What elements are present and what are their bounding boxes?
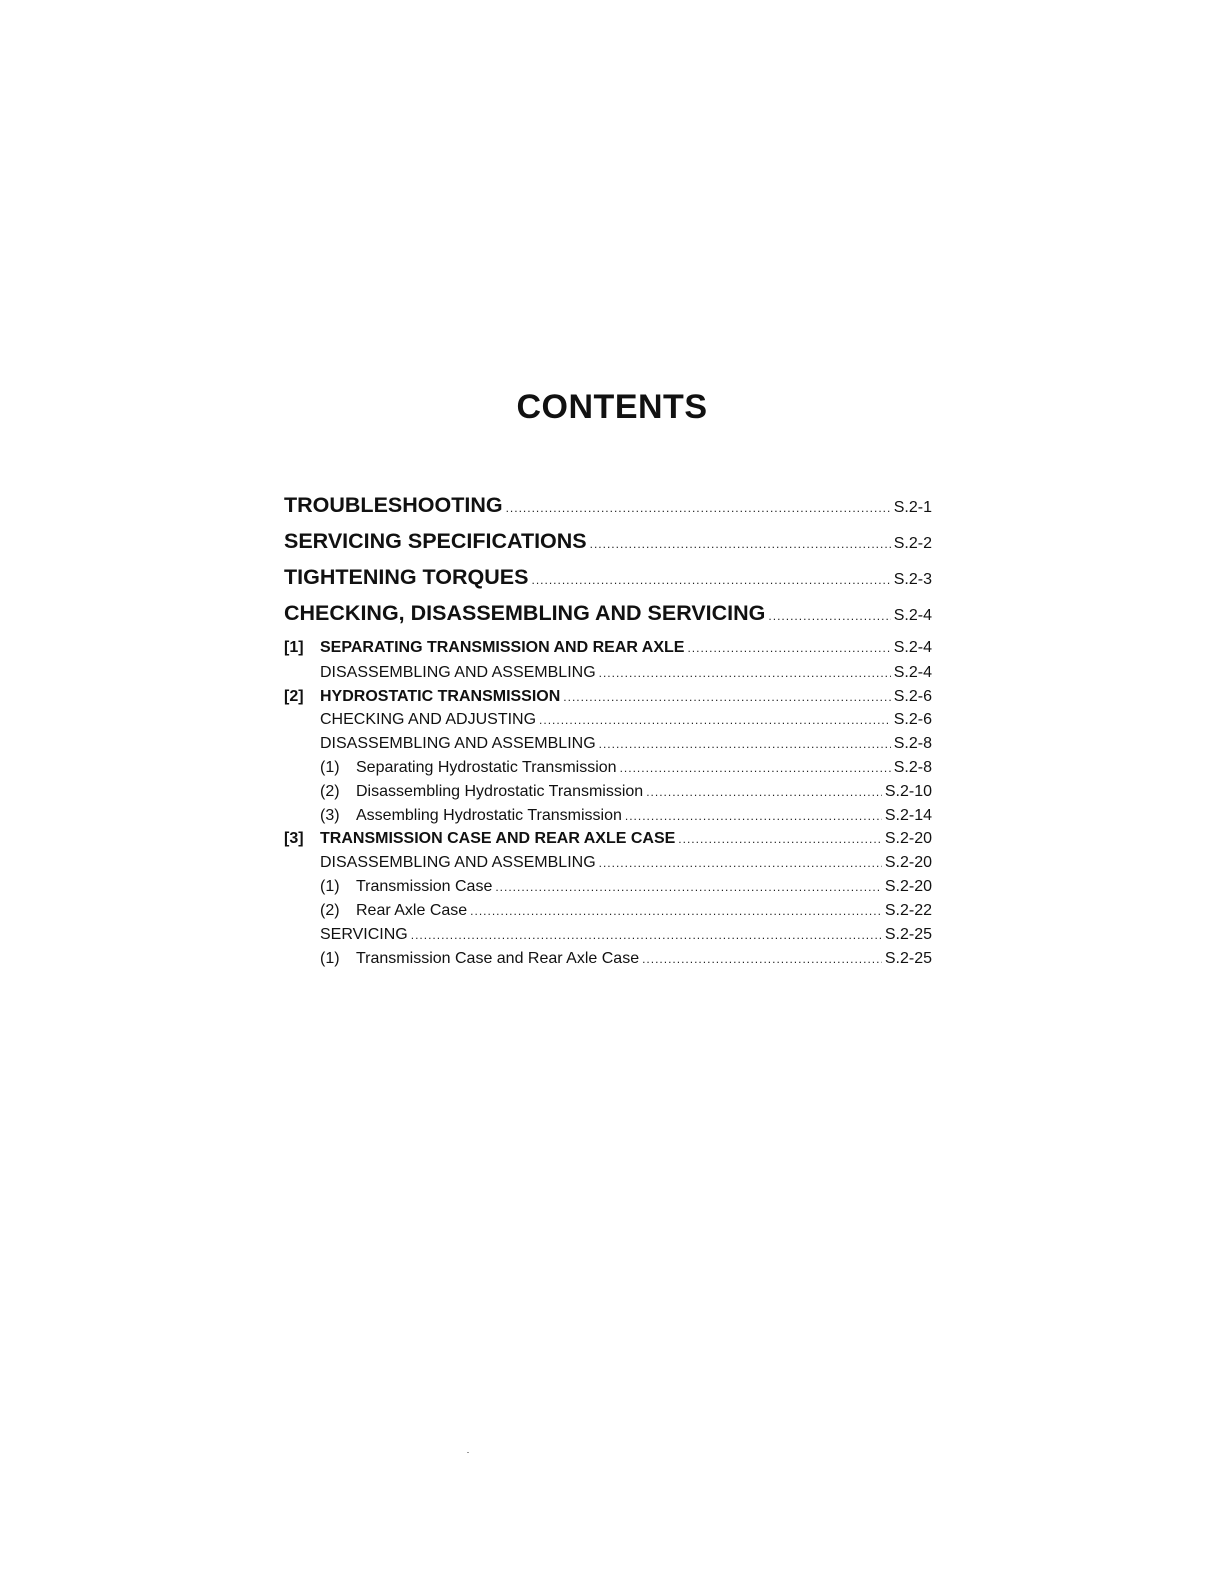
toc-page-number: S.2-25 bbox=[884, 926, 932, 943]
toc-section bbox=[284, 686, 932, 708]
toc-subentry bbox=[320, 757, 932, 779]
dot-leader bbox=[646, 781, 882, 803]
toc-subentry bbox=[320, 852, 932, 874]
toc-page-number: S.2-25 bbox=[884, 950, 932, 967]
toc-subentry-label: DISASSEMBLING AND ASSEMBLING bbox=[320, 854, 596, 871]
dot-leader bbox=[599, 852, 882, 874]
dot-leader bbox=[411, 924, 882, 946]
toc-subentry bbox=[320, 876, 932, 898]
toc-subentry-label: Assembling Hydrostatic Transmission bbox=[356, 807, 622, 824]
toc-page-number: S.2-20 bbox=[884, 878, 932, 895]
toc-page-number: S.2-14 bbox=[884, 807, 932, 824]
toc-subentry bbox=[320, 805, 932, 827]
dot-leader bbox=[470, 900, 882, 922]
toc-entry bbox=[284, 526, 932, 556]
toc-entry-label: TIGHTENING TORQUES bbox=[284, 565, 529, 589]
toc-subentry-label: Separating Hydrostatic Transmission bbox=[356, 759, 617, 776]
toc-entry-label: SERVICING SPECIFICATIONS bbox=[284, 529, 587, 553]
item-number: (2) bbox=[320, 902, 340, 919]
toc-page-number: S.2-10 bbox=[884, 783, 932, 800]
item-number: (1) bbox=[320, 950, 340, 967]
dot-leader bbox=[599, 662, 891, 684]
dot-leader bbox=[495, 876, 882, 898]
toc-subentry-label: CHECKING AND ADJUSTING bbox=[320, 711, 537, 728]
toc-subentry-label: SERVICING bbox=[320, 926, 408, 943]
toc-subentry-label: Rear Axle Case bbox=[356, 902, 468, 919]
toc-page-number: S.2-4 bbox=[893, 639, 932, 656]
scan-speck bbox=[467, 1452, 469, 1453]
toc-page-number: S.2-4 bbox=[893, 664, 932, 681]
toc-page-number: S.2-6 bbox=[893, 688, 932, 705]
toc-page-number: S.2-1 bbox=[893, 499, 932, 516]
toc-page-number: S.2-2 bbox=[893, 535, 932, 552]
dot-leader bbox=[768, 601, 890, 631]
toc-subentry bbox=[320, 948, 932, 970]
section-number: [3] bbox=[284, 830, 304, 847]
section-number: [1] bbox=[284, 639, 304, 656]
item-number: (1) bbox=[320, 759, 340, 776]
item-number: (3) bbox=[320, 807, 340, 824]
toc-subentry-label: Disassembling Hydrostatic Transmission bbox=[356, 783, 644, 800]
toc-entry-label: TROUBLESHOOTING bbox=[284, 493, 503, 517]
toc-section-label: SEPARATING TRANSMISSION AND REAR AXLE bbox=[320, 639, 685, 656]
dot-leader bbox=[687, 637, 890, 659]
item-number: (1) bbox=[320, 878, 340, 895]
toc-entry bbox=[284, 598, 932, 628]
toc-section bbox=[284, 828, 932, 850]
toc-section-label: TRANSMISSION CASE AND REAR AXLE CASE bbox=[320, 830, 676, 847]
dot-leader bbox=[678, 828, 882, 850]
toc-page-number: S.2-20 bbox=[884, 830, 932, 847]
dot-leader bbox=[563, 686, 890, 708]
toc-page-number: S.2-4 bbox=[893, 607, 932, 624]
section-number: [2] bbox=[284, 688, 304, 705]
dot-leader bbox=[506, 493, 891, 523]
dot-leader bbox=[642, 948, 882, 970]
toc-subentry bbox=[320, 900, 932, 922]
page-title: CONTENTS bbox=[516, 388, 708, 426]
dot-leader bbox=[599, 733, 891, 755]
toc-subentry-label: DISASSEMBLING AND ASSEMBLING bbox=[320, 735, 596, 752]
toc-page-number: S.2-20 bbox=[884, 854, 932, 871]
dot-leader bbox=[625, 805, 882, 827]
toc-page-number: S.2-22 bbox=[884, 902, 932, 919]
toc-page-number: S.2-3 bbox=[893, 571, 932, 588]
toc-page-number: S.2-8 bbox=[893, 759, 932, 776]
toc-section bbox=[284, 637, 932, 659]
toc-subentry-label: DISASSEMBLING AND ASSEMBLING bbox=[320, 664, 596, 681]
dot-leader bbox=[620, 757, 891, 779]
toc-subentry-label: Transmission Case bbox=[356, 878, 493, 895]
toc-subentry bbox=[320, 781, 932, 803]
toc-subentry bbox=[320, 733, 932, 755]
toc-subentry bbox=[320, 709, 932, 731]
toc-entry bbox=[284, 562, 932, 592]
dot-leader bbox=[590, 529, 891, 559]
toc-subentry-label: Transmission Case and Rear Axle Case bbox=[356, 950, 640, 967]
toc-section-label: HYDROSTATIC TRANSMISSION bbox=[320, 688, 561, 705]
toc-page-number: S.2-6 bbox=[893, 711, 932, 728]
toc-entry bbox=[284, 490, 932, 520]
dot-leader bbox=[531, 565, 890, 595]
toc-subentry bbox=[320, 924, 932, 946]
dot-leader bbox=[539, 709, 891, 731]
toc-entry-label: CHECKING, DISASSEMBLING AND SERVICING bbox=[284, 601, 766, 625]
toc-page-number: S.2-8 bbox=[893, 735, 932, 752]
item-number: (2) bbox=[320, 783, 340, 800]
toc-subentry bbox=[320, 662, 932, 684]
